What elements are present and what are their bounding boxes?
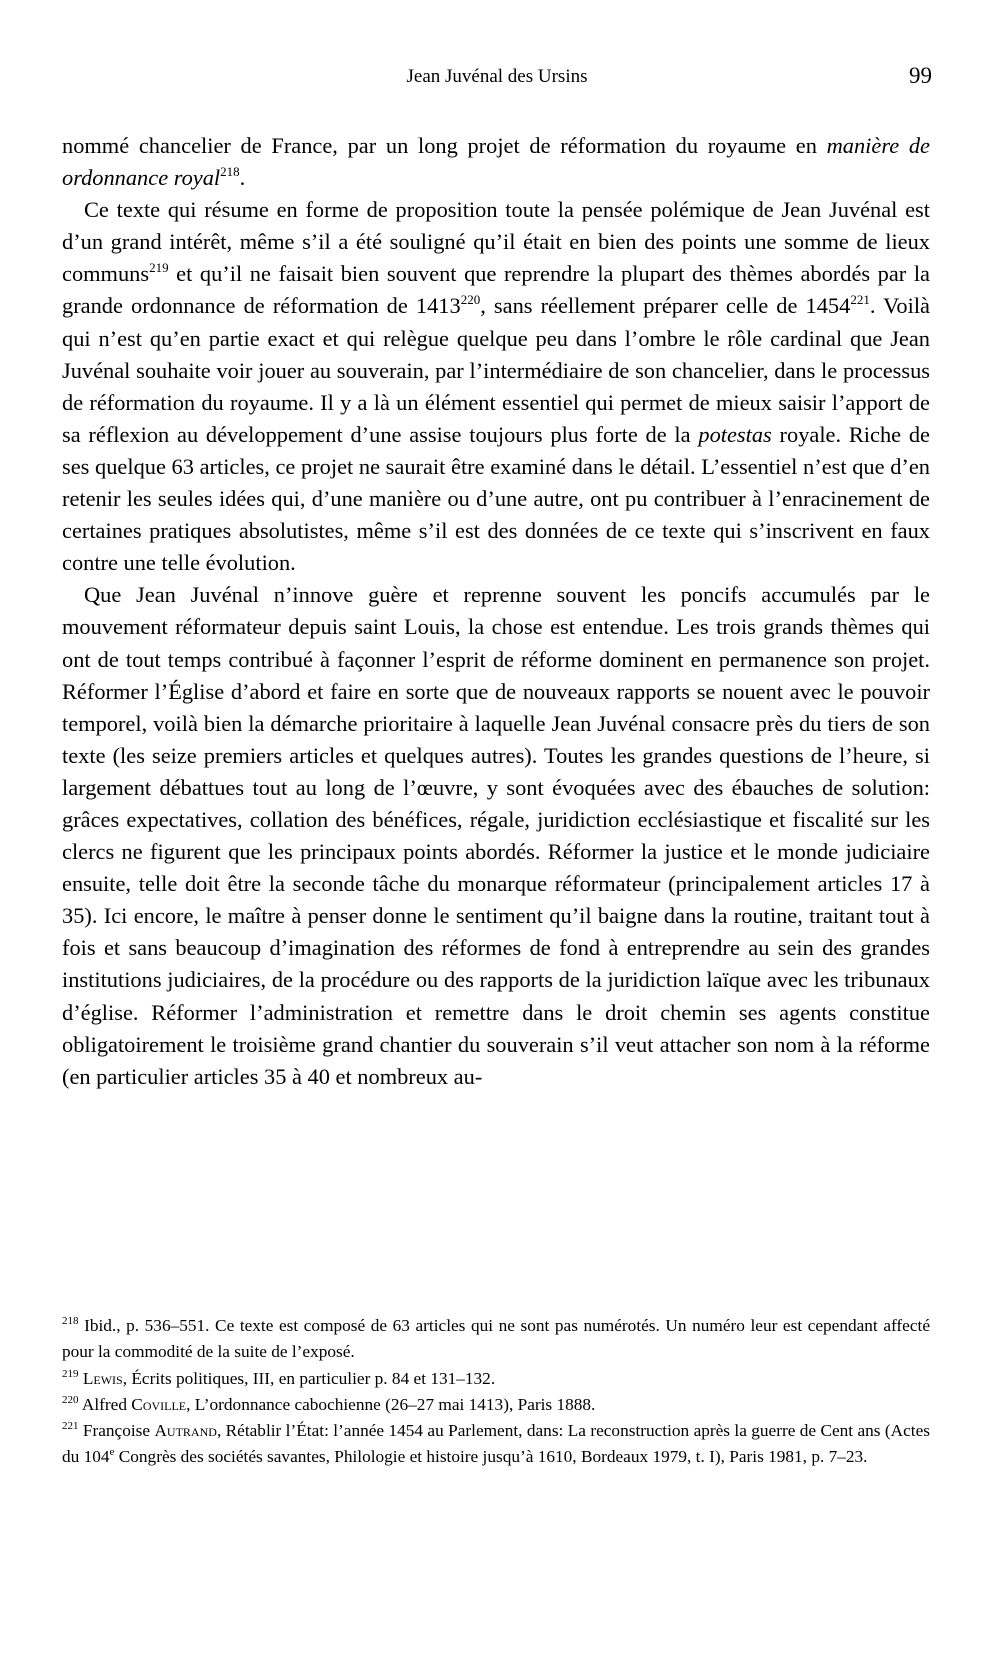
author-name: Autrand — [154, 1421, 217, 1441]
footnote-number: 219 — [62, 1367, 79, 1380]
footnote-ref-219[interactable]: 219 — [149, 260, 169, 276]
text-run: nommé chancelier de France, par un long projet de réformation du royaume en — [62, 133, 827, 158]
footnote-ref-218[interactable]: 218 — [220, 164, 240, 180]
page-number: 99 — [909, 63, 932, 88]
footnote-221 — [62, 1418, 930, 1471]
author-name: Lewis — [82, 1368, 123, 1388]
footnote-number: 221 — [62, 1420, 79, 1433]
footnote-text: Congrès des sociétés savantes, Philologie et histoire jusqu’à 1610, Bordeaux 1979, t. I), Paris 1981, p. 7–23. — [114, 1447, 868, 1467]
footnote-text: , Écrits politiques, III, en particulier p. 84 et 131–132. — [122, 1368, 496, 1388]
paragraph-2 — [62, 194, 930, 579]
text-run: . Voilà qui n’est qu’en partie exact et qui relègue quelque peu dans l’ombre le rôle cardinal que Jean Juvénal souhaite voir jouer au souverain, par l’intermédiaire de son chancelier, dans le processus de réformation du royaume. Il y a là un élément essentiel qui permet de mieux saisir l’apport de sa réflexion au développement d’une assise toujours plus forte de la — [62, 293, 930, 447]
footnotes — [62, 1313, 930, 1471]
text-run: royale. Riche de ses quelque 63 articles, ce projet ne saurait être examiné dans le détail. L’essentiel n’est que d’en retenir les seules idées qui, d’une manière ou d’une autre, ont pu contribuer à l’enracinement de certaines pratiques absolutistes, même s’il est des données de ce texte qui s’inscrivent en faux contre une telle évolution. — [62, 421, 930, 576]
text-run: . — [239, 165, 246, 191]
ordinal-superscript: e — [109, 1446, 115, 1459]
paragraph-1 — [62, 130, 930, 194]
paragraph-3: Que Jean Juvénal n’innove guère et reprenne souvent les poncifs accumulés par le mouvement réformateur depuis saint Louis, la chose est entendue. Les trois grands thèmes qui ont de tout temps contribué à façonner l’esprit de réforme dominent en permanence son projet. Réformer l’Église d’abord et faire en sorte que de nouveaux rapports se nouent avec le pouvoir temporel, voilà bien la démarche prioritaire à laquelle Jean Juvénal consacre près du tiers de son texte (les seize premiers articles et quelques autres). Toutes les grandes questions de l’heure, si largement débattues tout au long de l’œuvre, y sont évoquées avec des ébauches de solution: grâces expectatives, collation des bénéfices, régale, juridiction ecclésiastique et fiscalité sur les clercs ne figurent que les principaux points abordés. Réformer la justice et le monde judiciaire ensuite, telle doit être la seconde tâche du monarque réformateur (principalement articles 17 à 35). Ici encore, le maître à penser donne le sentiment qu’il baigne dans la routine, traitant tout à fois et sans beaucoup d’imagination des réformes de fond à entreprendre au sein des grandes institutions judiciaires, de la procédure ou des rapports de la juridiction laïque avec les tribunaux d’église. Réformer l’administration et remettre dans le droit chemin ses agents constitue obligatoirement le troisième grand chantier du souverain s’il veut attacher son nom à la réforme (en particulier articles 35 à 40 et nombreux au- — [62, 582, 930, 1089]
text-run: Ce texte qui résume en forme de proposition toute la pensée polémique de Jean Juvénal est d’un grand intérêt, même s’il a été souligné qu’il était en bien des points une somme de lieux communs — [62, 197, 930, 287]
footnote-219 — [62, 1366, 930, 1392]
footnote-text: , Rétablir l’État: l’année 1454 au Parlement, dans: La reconstruction après la guerre de Cent ans (Actes du 104 — [62, 1421, 931, 1467]
author-first-name: Françoise — [78, 1421, 155, 1441]
footnote-ref-221[interactable]: 221 — [850, 292, 870, 308]
footnote-number: 218 — [62, 1315, 79, 1327]
footnote-ref-220[interactable]: 220 — [460, 292, 481, 308]
italic-phrase: manière de ordonnance royal — [62, 133, 930, 191]
page-header — [62, 63, 932, 98]
text-run: , sans réellement préparer celle de 1454 — [480, 293, 851, 319]
main-text — [62, 130, 930, 1093]
author-name: Coville — [131, 1394, 187, 1414]
running-title: Jean Juvénal des Ursins — [406, 66, 588, 87]
italic-term: potestas — [698, 421, 772, 447]
footnote-218 — [62, 1313, 930, 1366]
author-first-name: Alfred — [78, 1394, 132, 1414]
footnote-text: Ibid., p. 536–551. Ce texte est composé de 63 articles qui ne sont pas numérotés. Un numéro leur est cependant affecté pour la commodité de la suite de l’exposé. — [62, 1316, 930, 1362]
text-run: et qu’il ne faisait bien souvent que reprendre la plupart des thèmes abordés par la grande ordonnance de réformation de 1413 — [62, 261, 930, 319]
footnote-text: , L’ordonnance cabochienne (26–27 mai 1413), Paris 1888. — [186, 1394, 596, 1414]
footnote-number: 220 — [62, 1393, 79, 1406]
footnote-220 — [62, 1392, 930, 1418]
